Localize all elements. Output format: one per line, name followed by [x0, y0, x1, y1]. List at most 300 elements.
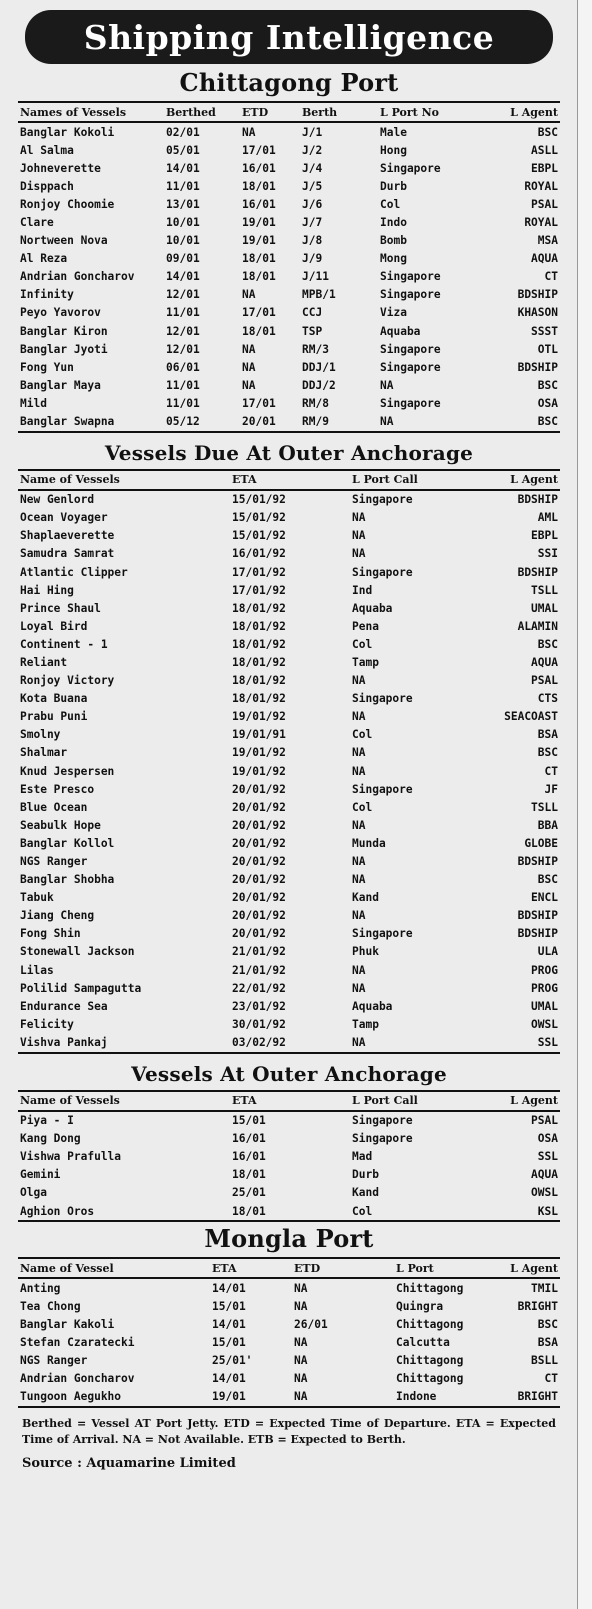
- table-cell: BSC: [537, 378, 558, 392]
- table-cell: Chittagong: [396, 1317, 464, 1331]
- table-row: [18, 322, 560, 340]
- table-row: [18, 744, 560, 762]
- table-cell: Shalmar: [20, 746, 68, 760]
- table-cell: Andrian Goncharov: [20, 1372, 135, 1386]
- table-cell: Banglar Kollol: [20, 836, 115, 850]
- table-cell: 18/01/92: [232, 637, 286, 651]
- column-header: Berth: [300, 102, 378, 122]
- table-cell: New Genlord: [20, 493, 95, 507]
- table-cell: NA: [294, 1299, 308, 1313]
- at-outer-anchorage-table: [18, 1090, 560, 1223]
- table-cell: Banglar Swapna: [18, 413, 164, 432]
- table-header-row: [18, 1091, 560, 1111]
- table-cell: Peyo Yavorov: [20, 306, 101, 320]
- table-cell: NGS Ranger: [20, 1353, 88, 1367]
- table-cell: Col: [352, 637, 373, 651]
- table-cell: CT: [544, 764, 558, 778]
- source-credit: Source : Aquamarine Limited: [22, 1455, 236, 1471]
- table-cell: GLOBE: [524, 836, 558, 850]
- table-row: [18, 1278, 560, 1297]
- table-cell: NA: [242, 342, 256, 356]
- table-cell: BSC: [482, 413, 560, 432]
- column-header: Name of Vessels: [18, 1091, 230, 1111]
- table-cell: PROG: [531, 981, 558, 995]
- table-row: [18, 1148, 560, 1166]
- table-cell: Hai Hing: [20, 583, 74, 597]
- table-cell: 14/01: [212, 1372, 246, 1386]
- table-cell: Piya - I: [20, 1114, 74, 1128]
- table-cell: Banglar Shobha: [20, 873, 115, 887]
- table-cell: Jiang Cheng: [20, 909, 95, 923]
- table-cell: OSA: [537, 1132, 558, 1146]
- table-cell: 17/01: [242, 143, 276, 157]
- table-cell: ALAMIN: [517, 619, 558, 633]
- due-outer-anchorage-rows: [18, 490, 560, 1053]
- table-cell: 21/01/92: [232, 945, 286, 959]
- table-cell: ULA: [537, 945, 558, 959]
- table-cell: DDJ/2: [302, 378, 336, 392]
- table-row: [18, 581, 560, 599]
- table-row: [18, 599, 560, 617]
- table-cell: Aquaba: [352, 999, 393, 1013]
- table-cell: 20/01/92: [232, 818, 286, 832]
- table-cell: Olga: [20, 1186, 47, 1200]
- table-cell: Tungoon Aegukho: [18, 1388, 210, 1407]
- table-cell: Fong Yun: [20, 360, 74, 374]
- table-cell: Singapore: [380, 161, 441, 175]
- table-cell: UMAL: [531, 999, 558, 1013]
- table-cell: J/4: [302, 161, 323, 175]
- table-cell: BSA: [537, 728, 558, 742]
- table-cell: Quingra: [396, 1299, 444, 1313]
- table-cell: J/2: [302, 143, 323, 157]
- table-cell: RM/8: [302, 396, 329, 410]
- table-cell: NA: [352, 547, 366, 561]
- table-cell: Singapore: [380, 288, 441, 302]
- table-cell: OWSL: [531, 1186, 558, 1200]
- table-row: [18, 979, 560, 997]
- table-cell: 19/01: [210, 1388, 292, 1407]
- table-row: [18, 672, 560, 690]
- table-cell: PSAL: [531, 197, 558, 211]
- table-row: [18, 1111, 560, 1130]
- table-cell: Kota Buana: [20, 692, 88, 706]
- at-outer-anchorage-rows: [18, 1111, 560, 1222]
- table-cell: Singapore: [352, 565, 413, 579]
- table-row: [18, 527, 560, 545]
- table-cell: 15/01: [232, 1114, 266, 1128]
- table-cell: 14/01: [212, 1281, 246, 1295]
- table-cell: 06/01: [166, 360, 200, 374]
- table-cell: J/8: [302, 234, 323, 248]
- table-cell: Singapore: [380, 360, 441, 374]
- table-cell: 18/01/92: [232, 601, 286, 615]
- table-cell: J/1: [302, 125, 323, 139]
- table-cell: NA: [352, 511, 366, 525]
- table-cell: 12/01: [166, 288, 200, 302]
- table-cell: Indone: [394, 1388, 486, 1407]
- table-cell: Disppach: [20, 179, 74, 193]
- table-cell: J/11: [302, 270, 329, 284]
- table-header-row: [18, 102, 560, 122]
- table-cell: Prabu Puni: [20, 710, 88, 724]
- table-cell: Fong Shin: [20, 927, 81, 941]
- table-cell: 13/01: [166, 197, 200, 211]
- table-cell: BDSHIP: [517, 288, 558, 302]
- table-cell: Kand: [352, 891, 379, 905]
- table-cell: 16/01: [232, 1132, 266, 1146]
- table-cell: OSA: [537, 396, 558, 410]
- table-cell: BSLL: [531, 1353, 558, 1367]
- table-row: [18, 340, 560, 358]
- table-cell: NA: [352, 529, 366, 543]
- table-cell: Clare: [20, 216, 54, 230]
- table-cell: BSC: [537, 1317, 558, 1331]
- table-cell: 26/01: [294, 1317, 328, 1331]
- table-cell: 21/01/92: [232, 963, 286, 977]
- table-cell: Singapore: [380, 396, 441, 410]
- table-cell: BRIGHT: [486, 1388, 560, 1407]
- table-cell: 05/12: [164, 413, 240, 432]
- table-row: [18, 834, 560, 852]
- table-cell: EBPL: [531, 161, 558, 175]
- table-cell: Col: [352, 728, 373, 742]
- table-cell: NA: [352, 963, 366, 977]
- table-cell: BDSHIP: [517, 565, 558, 579]
- table-cell: Munda: [352, 836, 386, 850]
- table-cell: 16/01: [242, 161, 276, 175]
- column-header: ETA: [210, 1258, 292, 1278]
- table-cell: BSC: [537, 125, 558, 139]
- abbreviation-note: Berthed = Vessel AT Port Jetty. ETD = Expected Time of Departure. ETA = Expected Time of Arrival. NA = Not Available. ETB = Expected to Berth.: [22, 1416, 556, 1446]
- table-cell: 20/01/92: [232, 855, 286, 869]
- table-cell: NA: [294, 1335, 308, 1349]
- table-cell: 17/01/92: [232, 583, 286, 597]
- table-row: [18, 726, 560, 744]
- table-cell: RM/3: [302, 342, 329, 356]
- table-cell: Tamp: [352, 655, 379, 669]
- table-cell: 15/01/92: [232, 493, 286, 507]
- table-cell: Kang Dong: [20, 1132, 81, 1146]
- banner-title: Shipping Intelligence: [25, 10, 553, 64]
- table-cell: Aquaba: [352, 601, 393, 615]
- table-row: [18, 1166, 560, 1184]
- table-cell: DDJ/1: [302, 360, 336, 374]
- table-cell: NA: [294, 1372, 308, 1386]
- table-cell: 16/01/92: [232, 547, 286, 561]
- table-cell: SSI: [537, 547, 558, 561]
- column-header: ETD: [240, 102, 300, 122]
- table-row: [18, 1333, 560, 1351]
- table-cell: Ronjoy Choomie: [20, 197, 115, 211]
- table-row: [18, 413, 560, 432]
- table-cell: NGS Ranger: [20, 855, 88, 869]
- table-cell: BDSHIP: [517, 855, 558, 869]
- table-cell: Ronjoy Victory: [20, 674, 115, 688]
- mongla-port-title: Mongla Port: [204, 1224, 374, 1254]
- table-cell: Smolny: [20, 728, 61, 742]
- table-cell: Viza: [380, 306, 407, 320]
- table-row: [18, 635, 560, 653]
- table-row: [18, 943, 560, 961]
- table-row: [18, 232, 560, 250]
- table-cell: UMAL: [531, 601, 558, 615]
- table-cell: Blue Ocean: [20, 800, 88, 814]
- column-header: L Agent: [480, 470, 560, 490]
- column-header: ETA: [230, 470, 350, 490]
- table-cell: SEACOAST: [504, 710, 558, 724]
- table-cell: Tamp: [352, 1017, 379, 1031]
- table-cell: KHASON: [517, 306, 558, 320]
- table-cell: Tabuk: [20, 891, 54, 905]
- table-row: [18, 286, 560, 304]
- table-cell: Chittagong: [396, 1281, 464, 1295]
- table-cell: Hong: [380, 143, 407, 157]
- table-cell: Vishwa Prafulla: [20, 1150, 122, 1164]
- due-outer-anchorage-table: [18, 469, 560, 1054]
- table-row: [18, 1130, 560, 1148]
- table-cell: Mong: [380, 252, 407, 266]
- table-cell: NA: [292, 1388, 394, 1407]
- table-cell: Durb: [352, 1168, 379, 1182]
- table-cell: Pena: [352, 619, 379, 633]
- table-cell: NA: [242, 125, 256, 139]
- table-cell: NA: [380, 378, 394, 392]
- table-cell: Calcutta: [396, 1335, 450, 1349]
- table-cell: Singapore: [352, 927, 413, 941]
- table-cell: J/5: [302, 179, 323, 193]
- table-row: [18, 159, 560, 177]
- column-header: ETA: [230, 1091, 350, 1111]
- table-cell: TSLL: [531, 800, 558, 814]
- table-cell: Col: [350, 1202, 480, 1221]
- table-cell: J/7: [302, 216, 323, 230]
- table-cell: 11/01: [166, 396, 200, 410]
- column-header: Name of Vessel: [18, 1258, 210, 1278]
- table-cell: Mild: [20, 396, 47, 410]
- table-cell: Tea Chong: [20, 1299, 81, 1313]
- table-cell: 11/01: [166, 179, 200, 193]
- column-header: ETD: [292, 1258, 394, 1278]
- table-cell: 20/01/92: [232, 927, 286, 941]
- table-cell: 18/01: [242, 324, 276, 338]
- table-cell: 19/01/92: [232, 764, 286, 778]
- table-cell: Este Presco: [20, 782, 95, 796]
- table-cell: 05/01: [166, 143, 200, 157]
- chittagong-port-rows: [18, 122, 560, 432]
- table-row: [18, 563, 560, 581]
- table-cell: 20/01/92: [232, 873, 286, 887]
- table-cell: NA: [242, 360, 256, 374]
- table-cell: Kand: [352, 1186, 379, 1200]
- table-row: [18, 1202, 560, 1221]
- table-header-row: [18, 470, 560, 490]
- table-row: [18, 690, 560, 708]
- table-row: [18, 304, 560, 322]
- table-cell: RM/9: [300, 413, 378, 432]
- table-cell: Singapore: [352, 1114, 413, 1128]
- table-cell: Felicity: [20, 1017, 74, 1031]
- table-cell: Stefan Czaratecki: [20, 1335, 135, 1349]
- table-cell: Nortween Nova: [20, 234, 108, 248]
- table-cell: 23/01/92: [232, 999, 286, 1013]
- table-cell: KSL: [480, 1202, 560, 1221]
- table-cell: Col: [380, 197, 401, 211]
- table-cell: 10/01: [166, 234, 200, 248]
- table-cell: 15/01: [212, 1299, 246, 1313]
- due-outer-anchorage-title: Vessels Due At Outer Anchorage: [104, 440, 474, 465]
- mongla-port-rows: [18, 1278, 560, 1407]
- table-cell: NA: [352, 710, 366, 724]
- table-cell: BDSHIP: [517, 909, 558, 923]
- table-cell: PSAL: [531, 674, 558, 688]
- table-cell: Gemini: [20, 1168, 61, 1182]
- table-row: [18, 509, 560, 527]
- table-cell: BSC: [537, 746, 558, 760]
- table-cell: BRIGHT: [517, 1299, 558, 1313]
- table-cell: Infinity: [20, 288, 74, 302]
- table-cell: 14/01: [212, 1317, 246, 1331]
- table-cell: Durb: [380, 179, 407, 193]
- table-cell: EBPL: [531, 529, 558, 543]
- table-header-row: [18, 1258, 560, 1278]
- table-cell: CT: [544, 1372, 558, 1386]
- table-cell: Aghion Oros: [18, 1202, 230, 1221]
- table-cell: Col: [352, 800, 373, 814]
- table-row: [18, 708, 560, 726]
- shipping-intelligence-page: [18, 10, 560, 1471]
- table-cell: 20/01/92: [232, 891, 286, 905]
- table-cell: Continent - 1: [20, 637, 108, 651]
- table-cell: TMIL: [531, 1281, 558, 1295]
- table-row: [18, 141, 560, 159]
- table-cell: BBA: [537, 818, 558, 832]
- table-cell: Singapore: [352, 692, 413, 706]
- table-cell: Banglar Kiron: [20, 324, 108, 338]
- table-cell: 19/01/92: [232, 746, 286, 760]
- table-cell: Loyal Bird: [20, 619, 88, 633]
- table-cell: CTS: [537, 692, 558, 706]
- table-cell: 09/01: [166, 252, 200, 266]
- table-cell: Knud Jespersen: [20, 764, 115, 778]
- table-cell: Reliant: [20, 655, 68, 669]
- table-cell: J/6: [302, 197, 323, 211]
- table-row: [18, 358, 560, 376]
- table-cell: SSST: [531, 324, 558, 338]
- table-cell: BDSHIP: [517, 360, 558, 374]
- table-cell: Singapore: [352, 493, 413, 507]
- table-cell: NA: [242, 288, 256, 302]
- table-cell: 12/01: [166, 324, 200, 338]
- table-cell: 19/01/91: [232, 728, 286, 742]
- table-cell: 15/01/92: [232, 511, 286, 525]
- table-cell: Prince Shaul: [20, 601, 101, 615]
- table-cell: 17/01/92: [232, 565, 286, 579]
- table-cell: Singapore: [380, 342, 441, 356]
- table-cell: NA: [350, 1033, 480, 1052]
- table-cell: NA: [352, 746, 366, 760]
- table-cell: Seabulk Hope: [20, 818, 101, 832]
- table-cell: ROYAL: [524, 179, 558, 193]
- table-row: [18, 852, 560, 870]
- table-cell: 18/01/92: [232, 692, 286, 706]
- table-cell: Mad: [352, 1150, 373, 1164]
- table-cell: Shaplaeverette: [20, 529, 115, 543]
- table-cell: NA: [352, 855, 366, 869]
- table-row: [18, 798, 560, 816]
- chittagong-port-title: Chittagong Port: [179, 68, 399, 97]
- table-cell: 18/01: [242, 270, 276, 284]
- table-cell: Phuk: [352, 945, 379, 959]
- table-row: [18, 213, 560, 231]
- table-cell: 20/01/92: [232, 909, 286, 923]
- column-header: L Agent: [486, 1258, 560, 1278]
- table-cell: SSL: [537, 1150, 558, 1164]
- table-cell: ENCL: [531, 891, 558, 905]
- column-header: L Agent: [482, 102, 560, 122]
- table-cell: Ind: [352, 583, 373, 597]
- table-row: [18, 394, 560, 412]
- table-cell: BDSHIP: [517, 493, 558, 507]
- table-row: [18, 490, 560, 509]
- table-cell: CT: [544, 270, 558, 284]
- table-cell: PROG: [531, 963, 558, 977]
- table-cell: Andrian Goncharov: [20, 270, 135, 284]
- table-cell: Banglar Kokoli: [20, 125, 115, 139]
- mongla-port-table: [18, 1257, 560, 1408]
- table-cell: Lilas: [20, 963, 54, 977]
- table-cell: 11/01: [166, 378, 200, 392]
- column-header: Berthed: [164, 102, 240, 122]
- table-cell: BSC: [537, 873, 558, 887]
- table-cell: NA: [352, 909, 366, 923]
- table-row: [18, 925, 560, 943]
- table-row: [18, 1388, 560, 1407]
- table-row: [18, 871, 560, 889]
- table-cell: 19/01/92: [232, 710, 286, 724]
- table-cell: Banglar Jyoti: [20, 342, 108, 356]
- table-row: [18, 177, 560, 195]
- table-row: [18, 376, 560, 394]
- table-cell: Banglar Kakoli: [20, 1317, 115, 1331]
- table-cell: Atlantic Clipper: [20, 565, 128, 579]
- table-row: [18, 122, 560, 141]
- table-cell: 03/02/92: [230, 1033, 350, 1052]
- table-cell: NA: [378, 413, 482, 432]
- table-cell: Singapore: [352, 782, 413, 796]
- table-row: [18, 268, 560, 286]
- table-cell: 14/01: [166, 161, 200, 175]
- table-cell: Anting: [20, 1281, 61, 1295]
- table-cell: Indo: [380, 216, 407, 230]
- table-cell: Singapore: [352, 1132, 413, 1146]
- table-cell: 14/01: [166, 270, 200, 284]
- column-header: L Port: [394, 1258, 486, 1278]
- table-row: [18, 1351, 560, 1369]
- table-cell: 17/01: [242, 306, 276, 320]
- table-cell: 18/01: [230, 1202, 350, 1221]
- table-cell: 02/01: [166, 125, 200, 139]
- table-row: [18, 907, 560, 925]
- table-cell: 15/01: [212, 1335, 246, 1349]
- table-cell: Stonewall Jackson: [20, 945, 135, 959]
- table-cell: ROYAL: [524, 216, 558, 230]
- table-cell: AML: [537, 511, 558, 525]
- table-row: [18, 1015, 560, 1033]
- table-cell: 18/01: [232, 1168, 266, 1182]
- table-row: [18, 653, 560, 671]
- table-row: [18, 250, 560, 268]
